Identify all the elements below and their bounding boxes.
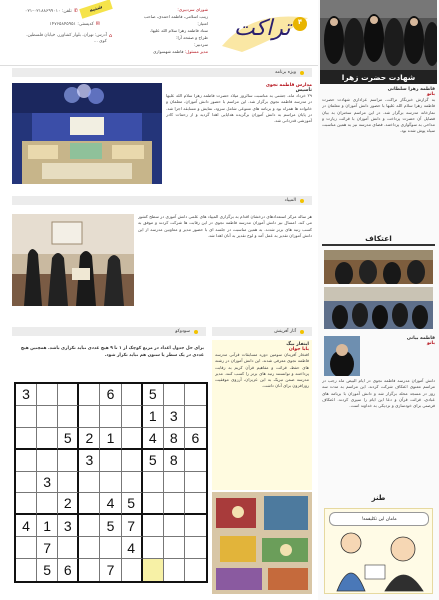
logo-number: ۴ [297,18,303,26]
cartoon-figures-image [325,525,433,594]
sudoku-cell[interactable] [122,450,143,472]
article1-text: مدارس فاطمه نجوی تأسیس ۲۹ خرداد ماه، جشنی به مناسبت سالروز میلاد حضرت فاطمه زهرا سلام الله علیها در مدرسه فاطمه نجوی برگزار شد. این مراسم با حضور دانش آموزان، معلمان و خانواده ها همراه بود و برنامه های متنوعی شامل سرود، نمایش و مسابقه اجرا شد. در پایان مراسم به دانش آموزان برگزیده هدایایی اهدا گردید و از زحمات کادر آموزشی قدردانی شد. [166,83,312,184]
sudoku-grid [14,382,208,583]
sudoku-cell[interactable] [16,472,37,494]
sudoku-cell[interactable] [79,493,100,515]
section-dot-icon [300,330,304,334]
sudoku-cell[interactable]: 6 [58,559,79,581]
masthead [0,0,318,66]
article3-author: اینفاز بیگ [286,342,309,347]
sudoku-cell[interactable] [185,472,206,494]
sudoku-cell[interactable] [185,559,206,581]
sidebar-author: فاطمه زهرا سلطانی [387,87,435,92]
sudoku-cell[interactable]: 5 [100,515,121,537]
section-bar-olympiad: المپیاد [12,196,312,205]
sidebar-top-photo [320,0,437,70]
sudoku-cell[interactable] [164,515,185,537]
sudoku-cell[interactable]: 3 [37,472,58,494]
sudoku-cell[interactable]: 3 [16,384,37,406]
contact-block [4,4,114,62]
sudoku-cell[interactable] [79,384,100,406]
article1-subhead: مدارس فاطمه نجوی [265,83,312,88]
sudoku-cell[interactable] [100,450,121,472]
sudoku-cell[interactable] [16,450,37,472]
itikaf-portrait [324,336,360,376]
location-icon: ⌂ [108,33,112,39]
sudoku-cell[interactable]: 4 [100,493,121,515]
mail-icon: ✉ [95,21,100,27]
article1-body: ۲۹ خرداد ماه، جشنی به مناسبت سالروز میلاد حضرت فاطمه زهرا سلام الله علیها در مدرسه فاطمه نجوی برگزار شد. این مراسم با حضور دانش آموزان، معلمان و خانواده ها همراه بود و برنامه های متنوعی شامل سرود، نمایش و مسابقه اجرا شد. در پایان مراسم به دانش آموزان برگزیده هدایایی اهدا گردید و از زحمات کادر آموزشی قدردانی شد. [166,93,312,124]
section-bar-creation: آثار آفرینش [212,327,312,336]
sudoku-cell[interactable] [58,537,79,559]
sidebar-author2: فاطمه بیانی [406,336,435,341]
sudoku-cell[interactable]: 4 [122,537,143,559]
sudoku-cell[interactable] [100,537,121,559]
sudoku-cell[interactable]: 1 [143,406,164,428]
sudoku-cell[interactable] [122,472,143,494]
section-bar-sudoku: سودوکو [12,327,206,336]
ceremony-photo [12,83,162,184]
olympiad-image [12,214,134,306]
sudoku-cell[interactable]: 1 [100,428,121,450]
sudoku-cell[interactable] [122,384,143,406]
sudoku-cell[interactable] [185,515,206,537]
phone-icon: ✆ [73,8,78,14]
sudoku-instruction: برای حل جدول اعداد در مربع کوچک از ۱ تا ۹ هیچ عددی نباید تکراری باشد. همچنین هیچ عددی در یک سطر یا ستون هم نباید تکرار شود. [20,346,204,358]
badge: شنبه [79,0,113,19]
mourning-crowd-image [320,0,437,70]
sidebar-body: به گزارش خبرنگار تراکت، مراسم عزاداری شهادت حضرت فاطمه زهرا سلام الله علیها با حضور دانش آموزان و معلمان در نمازخانه مدرسه برگزار شد. در این مراسم سخنران به بیان فضایل آن حضرت پرداخت و دانش آموزان با قرائت زیارت و مداحی به سوگواری پرداختند. فضای مدرسه نیز به همین مناسبت سیاه پوش شده بود. [322,97,435,134]
sudoku-cell[interactable]: 3 [58,515,79,537]
section-dot-icon [194,330,198,334]
sudoku-cell[interactable]: 8 [164,450,185,472]
sudoku-cell[interactable] [122,559,143,581]
sudoku-cell[interactable]: 5 [143,450,164,472]
sudoku-cell[interactable] [164,472,185,494]
info-block: شورای سردبیری: زینب اسلامی، فاطمه احمدی، صاحب امتیاز: ستاد فاطمه زهرا سلام الله علیها، طراح و صفحه آرا: سردبیر: مدیر مسئول: فاطمه شهسواری [144,7,208,54]
ceremony-image [12,83,162,184]
sudoku-cell[interactable] [143,515,164,537]
section-dot-icon [300,71,304,75]
sudoku-cell[interactable] [58,472,79,494]
sudoku-cell[interactable]: 7 [37,537,58,559]
sudoku-cell[interactable]: 3 [79,450,100,472]
sudoku-cell[interactable]: 7 [122,515,143,537]
sudoku-cell[interactable] [16,493,37,515]
sidebar [318,0,439,600]
sudoku-cell[interactable]: 4 [143,428,164,450]
section-dot-icon [300,199,304,203]
sudoku-cell[interactable]: 3 [164,406,185,428]
sudoku-cell[interactable] [37,384,58,406]
sudoku-cell[interactable]: 1 [37,515,58,537]
crafts-image [212,492,312,594]
sudoku-cell[interactable]: 7 [100,559,121,581]
sudoku-cell[interactable] [100,406,121,428]
sudoku-cell[interactable]: 5 [143,384,164,406]
article2-body: هر ساله مرکز استعدادهای درخشان اقدام به برگزاری المپیاد های علمی دانش آموزی در سطح کشور می کند. امسال نیز دانش آموزان مدرسه فاطمه نجوی در این رقابت ها شرکت کردند و موفق به کسب رتبه های برتر شدند. به همین مناسبت در جلسه ای با حضور مدیر و معاونین مدرسه از این دانش آموزان تقدیر به عمل آمد و لوح تقدیر به آنان اهدا شد. [138,214,312,238]
sudoku-cell[interactable] [185,493,206,515]
sudoku-cell[interactable] [122,428,143,450]
article2-text [138,214,312,306]
sudoku-cell[interactable] [79,515,100,537]
sudoku-cell[interactable]: 2 [58,493,79,515]
sudoku-cell[interactable]: 5 [58,428,79,450]
sudoku-cell[interactable] [185,537,206,559]
sms-line: ✉ کدپستی: ۱۴۷۶۵۸۴۵۹۵۱ [49,21,100,27]
sudoku-cell[interactable] [16,406,37,428]
sudoku-cell[interactable] [79,472,100,494]
itikaf-photo-2 [324,287,433,329]
sudoku-cell[interactable] [185,406,206,428]
sudoku-cell[interactable] [164,493,185,515]
sidebar-subhead2: بانو [426,341,435,346]
itikaf-author-image [324,336,360,376]
article3-text [212,340,312,490]
sidebar-section-itikaf: اعتکاف [322,234,435,246]
sudoku-cell[interactable] [16,537,37,559]
sudoku-cell[interactable] [164,559,185,581]
sudoku-cell[interactable] [37,406,58,428]
sidebar-subhead: بانو [426,92,435,97]
logo-text: تراکت [234,16,291,41]
crafts-photo [212,492,312,594]
sudoku-cell[interactable] [58,450,79,472]
sudoku-cell[interactable] [143,472,164,494]
sudoku-cell[interactable] [16,428,37,450]
article3-body: افتخار آفرینان سومین دوره مسابقات قرآنی مدرسه فاطمه نجوی معرفی شدند. این دانش آموزان در رشته های حفظ، قرائت و مفاهیم قرآن کریم به رقابت پرداختند و توانستند رتبه های برتر را کسب کنند. مدیر مدرسه ضمن تبریک به این عزیزان، آرزوی موفقیت روزافزون برای آنان داشت. [215,352,309,389]
sudoku-cell[interactable] [37,450,58,472]
sidebar-section-humor: طنز [371,494,386,502]
sudoku-cell[interactable] [122,406,143,428]
sudoku-cell[interactable] [79,406,100,428]
sidebar-title: شهادت حضرت زهرا [320,70,437,84]
sudoku-cell[interactable] [185,450,206,472]
olympiad-photo [12,214,134,306]
sudoku-cell[interactable] [16,559,37,581]
logo [212,6,316,60]
sudoku-cell[interactable] [100,472,121,494]
sidebar-body2: دانش آموزان مدرسه فاطمه نجوی در ایام البیض ماه رجب در مراسم معنوی اعتکاف شرکت کردند. این مراسم به مدت سه روز در مسجد محله برگزار شد و دانش آموزان با برنامه های عبادی، قرائت قرآن و دعا این ایام را سپری کردند. اعتکاف فرصتی برای خودسازی و نزدیکی به خداوند است. [322,378,435,409]
itikaf-image-2 [324,287,433,329]
sidebar-article1 [322,87,435,203]
sudoku-cell[interactable] [37,428,58,450]
sudoku-cell[interactable] [143,559,164,581]
sudoku-cell[interactable] [164,384,185,406]
sudoku-cell[interactable] [79,537,100,559]
sudoku-cell[interactable] [164,537,185,559]
sudoku-cell[interactable] [37,493,58,515]
sudoku-cell[interactable]: 8 [164,428,185,450]
sudoku-cell[interactable]: 5 [122,493,143,515]
sudoku-cell[interactable] [143,537,164,559]
sidebar-article2 [364,336,435,376]
sudoku-cell[interactable]: 6 [185,428,206,450]
sudoku-cell[interactable] [58,384,79,406]
sudoku-cell[interactable] [143,493,164,515]
sudoku-cell[interactable]: 6 [100,384,121,406]
sudoku-cell[interactable]: 5 [37,559,58,581]
phone-line: ✆ تلفن: ۰۲۱۸۸۶۹۹۰۱۰-۰۲۱ [24,8,78,14]
section-bar-special: ویژه برنامه [12,68,312,77]
sudoku-cell[interactable] [58,406,79,428]
cartoon-caption: مامان این تکلیفمه! [329,512,429,526]
address-line: ⌂ آدرس: تهران، بلوار کشاورز، خیابان فلسطین، کوی ... [26,33,112,44]
article3-subhead: بابا جوان [288,347,309,352]
cartoon [324,508,433,594]
itikaf-image-1 [324,250,433,284]
sudoku-cell[interactable] [185,384,206,406]
sudoku-cell[interactable]: 4 [16,515,37,537]
itikaf-photo-1 [324,250,433,284]
sudoku-cell[interactable] [79,559,100,581]
sudoku-cell[interactable]: 2 [79,428,100,450]
